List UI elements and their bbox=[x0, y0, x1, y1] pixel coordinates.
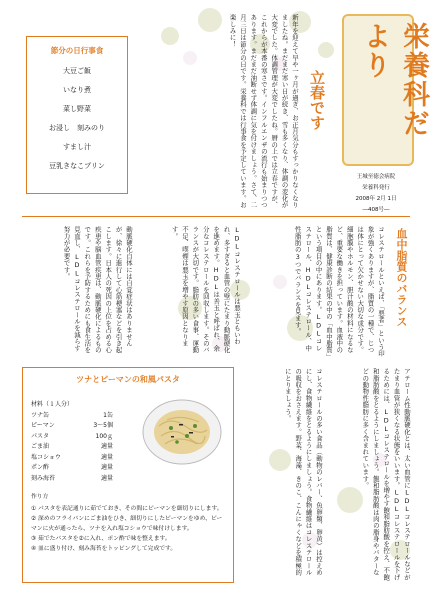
masthead-title: 栄養科だより bbox=[359, 22, 429, 138]
ingredients-list bbox=[31, 400, 113, 484]
ingredient-row: ピーマン 3〜5個 bbox=[31, 422, 113, 429]
serving-label: 材料（１人分） bbox=[31, 401, 74, 408]
feature-body-3: 動脈硬化自体には自覚症状はありませんが、徐々に進行して心筋梗塞などを引き起こします。日本人の死因の上位を占める心疾患や脳血管疾患は、動脈硬化によるものです。これらを予防するためにも食生活を見直し、LDLコレステロールを減らす努力が必要です。 bbox=[62, 226, 133, 354]
recipe-title: ツナとピーマンの和風パスタ bbox=[76, 375, 180, 384]
issue-number: ―408号― bbox=[362, 207, 390, 213]
recipe-step: ③ 茹でたパスタを②に入れ、ポン酢で味を整えます。 bbox=[31, 536, 171, 542]
ingredient-row: パスタ 100ｇ bbox=[31, 432, 113, 440]
setsubun-menu-title: 節分の日行事食 bbox=[50, 46, 104, 55]
issuer-dept: 栄養科発行 bbox=[362, 185, 390, 191]
menu-item: いなり煮 bbox=[63, 86, 91, 94]
recipe-box bbox=[22, 367, 234, 583]
menu-item: お浸し 刻みのり bbox=[49, 124, 105, 132]
menu-item: 菜し野菜 bbox=[63, 105, 91, 113]
ingredient-row: 刻み海苔 適量 bbox=[31, 474, 113, 482]
menu-item: すまし汁 bbox=[63, 143, 91, 151]
recipe-steps bbox=[31, 492, 227, 554]
advice-body-2: コレステロールの多い食品（動物のレバー、魚卵類、卵黄）は控えめにし、食物繊維をとるようにしましょう。食物繊維はコレステロールの吸収をおさえます。野菜、海藻、きのこ、こんにゃくなどを積極的にとりましょう。 bbox=[283, 368, 323, 576]
advice-body: アテローム性動脈硬化とは、太い血管にLDLコレステロールなどがたまり血管が狭くなる状態をいいます。LDLコレステロールを下げるためには、LDLコレステロールを増やす飽和脂肪酸を控え、不飽和脂肪酸をとるようにしましょう。飽和脂肪酸は肉の脂身やバターなどの動物性脂肪に多く含まれています。 bbox=[361, 368, 411, 581]
recipe-step: ④ 皿に盛り付け、刻み海苔をトッピングして完成です。 bbox=[31, 546, 177, 552]
issuer-hospital: 王城至徳会病院 bbox=[356, 174, 396, 180]
feature-body: コレステロールといえば、「悪者」という印象が強くありますが、脂質の一種で、じつは体にとって欠かせない大切な成分です。細胞膜やホルモン、胆汁酸の材料になるなど、重要な働きを担っています。血液中の脂質は、健康診断の結果の中の「血中脂質」という項目の中にあります。LDLコレステロール、HDLコレステロール、中性脂肪の3つでバランスを見ます。 bbox=[293, 226, 385, 357]
ingredient-row: ツナ缶 1缶 bbox=[31, 411, 113, 419]
feature-heading: 血中脂質のバランス bbox=[395, 228, 408, 327]
setsubun-menu-list bbox=[27, 62, 127, 176]
setsubun-menu-box bbox=[26, 36, 128, 194]
ingredient-row: 塩コショウ 適量 bbox=[31, 453, 113, 461]
menu-item: 豆乳きなこプリン bbox=[49, 162, 105, 170]
steps-title: 作り方 bbox=[31, 494, 49, 500]
intro-heading: 立春です bbox=[308, 70, 326, 130]
recipe-step: ① パスタを表記通りに茹でておき、その間にピーマンを細切りにします。 bbox=[31, 506, 223, 512]
intro-body: 新年を迎えて早や一ヶ月が過ぎ、お正月気分もすっかりなくなりましたね。まだまだ寒い日が続き、雪も多くなり、体調の変化が大変でした。体調管理が大変でしたね。暦の上では立春ですが、これからが本番の寒さです。インフルエンザの流行も始まりつつあります。まだまだ油断せず体調に気を付けましょう。さて、二月三日は節分の日です。栄養科では行事食を予定しています。お楽しみに！ bbox=[228, 14, 299, 209]
feature-body-2: LDLコレステロールは悪玉ともいわれ、多すぎると血管の壁にたまり動脈硬化を進めます。HDLは善玉と呼ばれ、余分なコレステロールを回収します。そのバランスが大切です。脂肪の多い食事、運動不足、喫煙は悪玉を増やす原因となります。 bbox=[170, 226, 241, 354]
ingredient-row: ごま油 適量 bbox=[31, 443, 113, 450]
divider bbox=[22, 216, 410, 217]
issue-date: 2008年 2月 1日 bbox=[355, 196, 397, 202]
pasta-dish-image bbox=[141, 396, 223, 466]
recipe-step: ② 深めのフライパンにごま油をひき、細切りにしたピーマンをゆめ、ピーマンに火が通ったら、ツナを入れ塩コショウで味付けします。 bbox=[31, 516, 223, 532]
ingredient-row: ポン酢 適量 bbox=[31, 464, 113, 471]
menu-item: 大豆ご飯 bbox=[63, 67, 91, 75]
issuer-block bbox=[346, 172, 406, 216]
